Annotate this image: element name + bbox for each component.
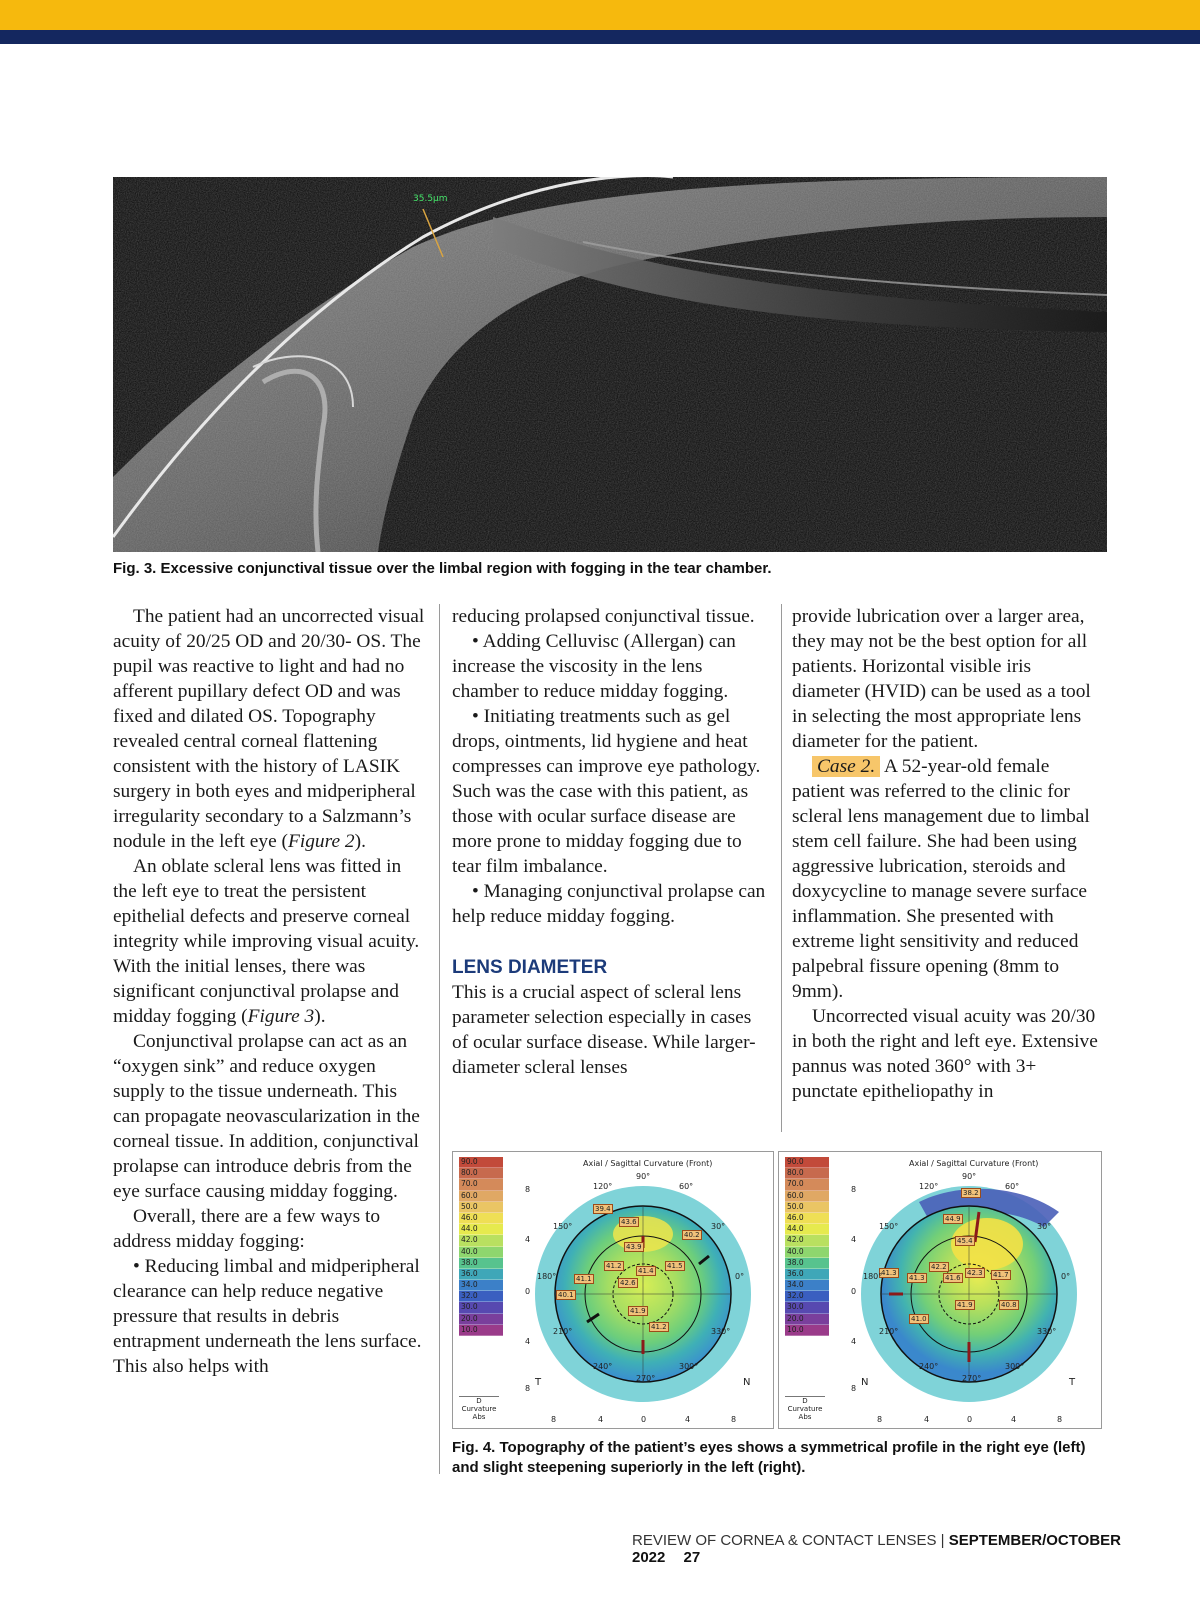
x-axis-tick: 0 <box>967 1415 973 1424</box>
y-axis-tick: 8 <box>851 1185 857 1194</box>
x-axis-tick: 8 <box>1057 1415 1063 1424</box>
angle-label: 90° <box>962 1172 977 1181</box>
scale-step: 80.0 <box>785 1168 829 1179</box>
curvature-value: 38.2 <box>963 1189 979 1197</box>
x-axis-tick: 4 <box>685 1415 691 1424</box>
scale-step: 38.0 <box>459 1258 503 1269</box>
scale-step: 36.0 <box>459 1269 503 1280</box>
scale-step: 70.0 <box>459 1179 503 1190</box>
section-heading: LENS DIAMETER <box>452 957 608 978</box>
scale-step: 46.0 <box>459 1213 503 1224</box>
scale-step: 70.0 <box>785 1179 829 1190</box>
angle-label: 120° <box>919 1182 939 1191</box>
scale-step: 50.0 <box>785 1202 829 1213</box>
curvature-value: 39.4 <box>595 1205 611 1213</box>
angle-label: 210° <box>553 1327 573 1336</box>
angle-label: 240° <box>919 1362 939 1371</box>
scale-step: 90.0 <box>459 1157 503 1168</box>
y-axis-tick: 8 <box>525 1384 531 1393</box>
angle-label: 300° <box>679 1362 699 1371</box>
column-divider <box>439 604 440 1474</box>
scale-step: 10.0 <box>785 1325 829 1336</box>
angle-label: 180° <box>863 1272 883 1281</box>
curvature-value: 41.2 <box>606 1262 622 1270</box>
article-column-1 <box>113 604 428 1379</box>
scale-step: 44.0 <box>459 1224 503 1235</box>
figure4-caption: Fig. 4. Topography of the patient’s eyes shows a symmetrical profile in the right eye (left) and slight steepening superiorly in the left (right). <box>452 1439 1086 1476</box>
curvature-value: 41.9 <box>630 1307 646 1315</box>
bullet-item: • Managing conjunctival prolapse can help reduce midday fogging. <box>452 881 766 927</box>
scale-step: 80.0 <box>459 1168 503 1179</box>
scale-step: 34.0 <box>459 1280 503 1291</box>
orientation-letter: N <box>861 1377 869 1388</box>
paragraph: Conjunctival prolapse can act as an “oxygen sink” and reduce oxygen supply to the tissue underneath. This can propagate neovascularization in the corneal tissue. In addition, conjunctival prolapse can introduce debris from the eye surface causing midday fogging. <box>113 1031 420 1202</box>
y-axis-tick: 8 <box>851 1384 857 1393</box>
paragraph: provide lubrication over a larger area, they may not be the best option for all patients. Horizontal visible iris diameter (HVID) can be used as a tool in selecting the most appropriate lens diameter for the patient. <box>792 606 1091 752</box>
scale-step: 10.0 <box>459 1325 503 1336</box>
footer-divider: | <box>940 1532 945 1549</box>
scale-step: 32.0 <box>785 1291 829 1302</box>
scale-step: 42.0 <box>785 1235 829 1246</box>
x-axis-tick: 4 <box>598 1415 604 1424</box>
angle-label: 90° <box>636 1172 651 1181</box>
paragraph: Uncorrected visual acuity was 20/30 in both the right and left eye. Extensive pannus was noted 360° with 3+ punctate epitheliopathy in <box>792 1006 1098 1102</box>
angle-label: 30° <box>1037 1222 1052 1231</box>
scale-step: 90.0 <box>785 1157 829 1168</box>
scale-step: 34.0 <box>785 1280 829 1291</box>
paragraph: This is a crucial aspect of scleral lens parameter selection especially in cases of ocular surface disease. While larger-diameter scleral lenses <box>452 982 756 1078</box>
curvature-value: 41.5 <box>667 1262 683 1270</box>
curvature-value: 42.6 <box>620 1279 636 1287</box>
angle-label: 270° <box>636 1374 656 1383</box>
page-number: 27 <box>683 1549 701 1566</box>
bullet-item: • Adding Celluvisc (Allergan) can increase the viscosity in the lens chamber to reduce midday fogging. <box>452 631 736 702</box>
scale-step: 44.0 <box>785 1224 829 1235</box>
scale-step: 60.0 <box>459 1191 503 1202</box>
header-gold-band <box>0 0 1200 30</box>
angle-label: 120° <box>593 1182 613 1191</box>
angle-label: 270° <box>962 1374 982 1383</box>
curvature-value: 42.2 <box>931 1263 947 1271</box>
angle-label: 300° <box>1005 1362 1025 1371</box>
orientation-letter: N <box>743 1377 751 1388</box>
curvature-value: 41.4 <box>638 1267 654 1275</box>
x-axis-tick: 4 <box>1011 1415 1017 1424</box>
figure3-caption: Fig. 3. Excessive conjunctival tissue over the limbal region with fogging in the tear chamber. <box>113 560 772 577</box>
scale-step: 38.0 <box>785 1258 829 1269</box>
bullet-item: • Reducing limbal and midperipheral clearance can help reduce negative pressure that results in debris entrapment underneath the lens surface. This also helps with <box>113 1256 422 1377</box>
y-axis-tick: 4 <box>525 1337 531 1346</box>
scale-step: 50.0 <box>459 1202 503 1213</box>
scale-step: 20.0 <box>785 1314 829 1325</box>
scale-step: 40.0 <box>785 1247 829 1258</box>
curvature-value: 41.6 <box>945 1274 961 1282</box>
angle-label: 210° <box>879 1327 899 1336</box>
figure-ref: Figure 2 <box>288 831 355 852</box>
y-axis-tick: 4 <box>851 1235 857 1244</box>
curvature-value: 45.4 <box>957 1237 973 1245</box>
angle-label: 0° <box>735 1272 745 1281</box>
scale-step: 32.0 <box>459 1291 503 1302</box>
article-column-3 <box>792 604 1102 1104</box>
angle-label: 330° <box>711 1327 731 1336</box>
topography-map-os <box>778 1151 1102 1429</box>
x-axis-tick: 8 <box>731 1415 737 1424</box>
map-title: Axial / Sagittal Curvature (Front) <box>583 1159 713 1168</box>
angle-label: 150° <box>553 1222 573 1231</box>
column-divider <box>781 604 782 1132</box>
topography-map-od <box>452 1151 774 1429</box>
scale-footer-label: D Curvature Abs <box>785 1396 825 1421</box>
y-axis-tick: 4 <box>851 1337 857 1346</box>
journal-name: REVIEW OF CORNEA & CONTACT LENSES <box>632 1532 937 1549</box>
angle-label: 60° <box>679 1182 694 1191</box>
curvature-value: 42.3 <box>967 1269 983 1277</box>
curvature-value: 41.0 <box>911 1315 927 1323</box>
scan-measure-label: 35.5μm <box>413 194 448 204</box>
x-axis-tick: 0 <box>641 1415 647 1424</box>
scale-step: 40.0 <box>459 1247 503 1258</box>
case-label-highlight: Case 2. <box>812 756 880 777</box>
curvature-scale <box>785 1157 829 1336</box>
angle-label: 180° <box>537 1272 557 1281</box>
curvature-value: 41.2 <box>651 1323 667 1331</box>
curvature-scale <box>459 1157 503 1336</box>
figure-ref: Figure 3 <box>247 1006 315 1027</box>
scale-step: 46.0 <box>785 1213 829 1224</box>
figure3-oct-image <box>113 177 1107 552</box>
paragraph: reducing prolapsed conjunctival tissue. <box>452 606 755 627</box>
curvature-value: 44.9 <box>945 1215 961 1223</box>
paragraph: The patient had an uncorrected visual acuity of 20/25 OD and 20/30- OS. The pupil was reactive to light and had no afferent pupillary defect OD and was fixed and dilated OS. Topography revealed central corneal flattening consistent with the history of LASIK surgery in both eyes and midperipheral irregularity secondary to a Salzmann’s nodule in the left eye (Figure 2). <box>113 606 425 852</box>
angle-label: 240° <box>593 1362 613 1371</box>
angle-label: 330° <box>1037 1327 1057 1336</box>
curvature-value: 43.6 <box>621 1218 637 1226</box>
paragraph: Overall, there are a few ways to address midday fogging: <box>113 1206 381 1252</box>
issue-date: SEPTEMBER/OCTOBER 2022 <box>632 1532 1121 1566</box>
y-axis-tick: 0 <box>851 1287 857 1296</box>
paragraph: An oblate scleral lens was fitted in the left eye to treat the persistent epithelial defects and preserve corneal integrity while improving visual acuity. With the initial lenses, there was significant conjunctival prolapse and midday fogging (Figure 3). <box>113 856 420 1027</box>
curvature-value: 41.3 <box>909 1274 925 1282</box>
scale-step: 60.0 <box>785 1191 829 1202</box>
angle-label: 0° <box>1061 1272 1071 1281</box>
scale-step: 20.0 <box>459 1314 503 1325</box>
y-axis-tick: 0 <box>525 1287 531 1296</box>
curvature-value: 41.7 <box>993 1271 1009 1279</box>
orientation-letter: T <box>1069 1377 1076 1388</box>
curvature-value: 40.8 <box>1001 1301 1017 1309</box>
y-axis-tick: 4 <box>525 1235 531 1244</box>
header-navy-band <box>0 30 1200 44</box>
curvature-value: 41.3 <box>881 1269 897 1277</box>
scale-step: 30.0 <box>459 1302 503 1313</box>
curvature-value: 41.1 <box>576 1275 592 1283</box>
y-axis-tick: 8 <box>525 1185 531 1194</box>
angle-label: 150° <box>879 1222 899 1231</box>
scale-step: 30.0 <box>785 1302 829 1313</box>
article-column-2 <box>452 604 772 1080</box>
map-title: Axial / Sagittal Curvature (Front) <box>909 1159 1039 1168</box>
scale-footer-label: D Curvature Abs <box>459 1396 499 1421</box>
curvature-value: 40.2 <box>684 1231 700 1239</box>
x-axis-tick: 8 <box>551 1415 557 1424</box>
paragraph: Case 2. A 52-year-old female patient was referred to the clinic for scleral lens management due to limbal stem cell failure. She had been using aggressive lubrication, steroids and doxycycline to manage severe surface inflammation. She presented with extreme light sensitivity and reduced palpebral fissure opening (8mm to 9mm). <box>792 756 1090 1002</box>
curvature-value: 40.1 <box>558 1291 574 1299</box>
scale-step: 42.0 <box>459 1235 503 1246</box>
angle-label: 30° <box>711 1222 726 1231</box>
scale-step: 36.0 <box>785 1269 829 1280</box>
angle-label: 60° <box>1005 1182 1020 1191</box>
x-axis-tick: 4 <box>924 1415 930 1424</box>
bullet-item: • Initiating treatments such as gel drops, ointments, lid hygiene and heat compresses can improve eye pathology. Such was the case with this patient, as those with ocular surface disease are more prone to midday fogging due to tear film imbalance. <box>452 706 761 877</box>
curvature-value: 41.9 <box>957 1301 973 1309</box>
x-axis-tick: 8 <box>877 1415 883 1424</box>
page-footer <box>632 1532 1137 1566</box>
curvature-value: 43.9 <box>626 1243 642 1251</box>
orientation-letter: T <box>535 1377 542 1388</box>
